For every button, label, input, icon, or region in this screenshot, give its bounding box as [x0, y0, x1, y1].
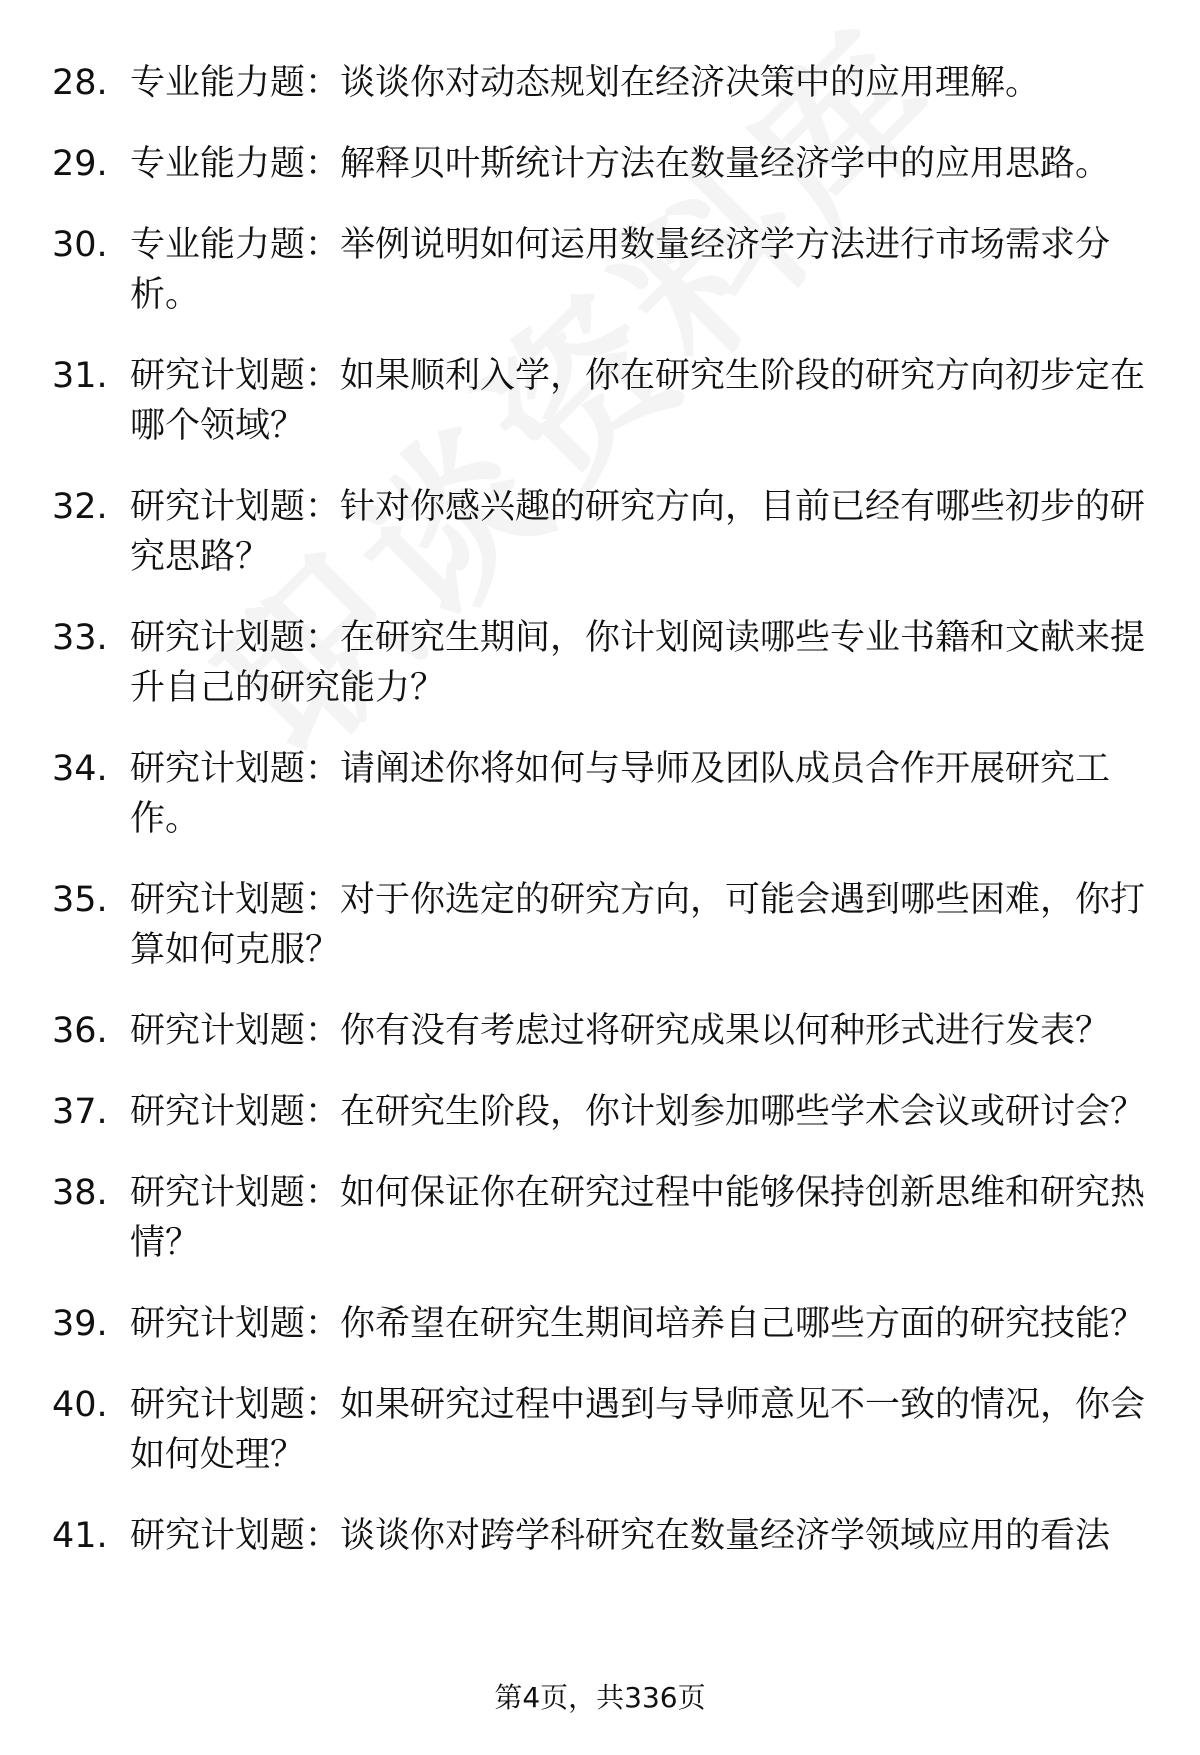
list-item: [52, 220, 1152, 320]
question-number: 31.: [52, 356, 108, 396]
question-text: 研究计划题：如果研究过程中遇到与导师意见不一致的情况，你会如何处理？: [130, 1385, 1146, 1475]
question-number: 28.: [52, 63, 108, 103]
question-text: 专业能力题：谈谈你对动态规划在经济决策中的应用理解。: [130, 63, 1041, 103]
question-text: 研究计划题：请阐述你将如何与导师及团队成员合作开展研究工作。: [130, 749, 1111, 839]
list-item: [52, 1299, 1152, 1349]
question-number: 39.: [52, 1304, 108, 1344]
list-item: [52, 1006, 1152, 1056]
list-item: [52, 1511, 1152, 1561]
question-number: 36.: [52, 1011, 108, 1051]
question-text: 研究计划题：你有没有考虑过将研究成果以何种形式进行发表？: [130, 1011, 1111, 1051]
question-number: 41.: [52, 1516, 108, 1556]
page-footer: 第4页，共336页: [494, 1681, 706, 1714]
question-text: 专业能力题：举例说明如何运用数量经济学方法进行市场需求分析。: [130, 225, 1111, 315]
question-text: 研究计划题：针对你感兴趣的研究方向，目前已经有哪些初步的研究思路？: [130, 487, 1146, 577]
question-number: 32.: [52, 487, 108, 527]
question-list: [52, 58, 1152, 1592]
list-item: [52, 58, 1152, 108]
question-text: 研究计划题：你希望在研究生期间培养自己哪些方面的研究技能？: [130, 1304, 1146, 1344]
list-item: [52, 1168, 1152, 1268]
question-number: 30.: [52, 225, 108, 265]
question-number: 38.: [52, 1173, 108, 1213]
question-number: 34.: [52, 749, 108, 789]
question-number: 35.: [52, 880, 108, 920]
question-text: 研究计划题：对于你选定的研究方向，可能会遇到哪些困难，你打算如何克服？: [130, 880, 1146, 970]
question-text: 研究计划题：如何保证你在研究过程中能够保持创新思维和研究热情？: [130, 1173, 1146, 1263]
list-item: [52, 351, 1152, 451]
list-item: [52, 744, 1152, 844]
list-item: [52, 875, 1152, 975]
list-item: [52, 482, 1152, 582]
list-item: [52, 613, 1152, 713]
question-text: 研究计划题：谈谈你对跨学科研究在数量经济学领域应用的看法: [130, 1516, 1111, 1556]
question-text: 专业能力题：解释贝叶斯统计方法在数量经济学中的应用思路。: [130, 144, 1111, 184]
question-text: 研究计划题：在研究生阶段，你计划参加哪些学术会议或研讨会？: [130, 1092, 1146, 1132]
question-number: 29.: [52, 144, 108, 184]
question-number: 33.: [52, 618, 108, 658]
question-number: 40.: [52, 1385, 108, 1425]
question-text: 研究计划题：在研究生期间，你计划阅读哪些专业书籍和文献来提升自己的研究能力？: [130, 618, 1146, 708]
list-item: [52, 1087, 1152, 1137]
question-text: 研究计划题：如果顺利入学，你在研究生阶段的研究方向初步定在哪个领域？: [130, 356, 1146, 446]
list-item: [52, 1380, 1152, 1480]
question-number: 37.: [52, 1092, 108, 1132]
list-item: [52, 139, 1152, 189]
